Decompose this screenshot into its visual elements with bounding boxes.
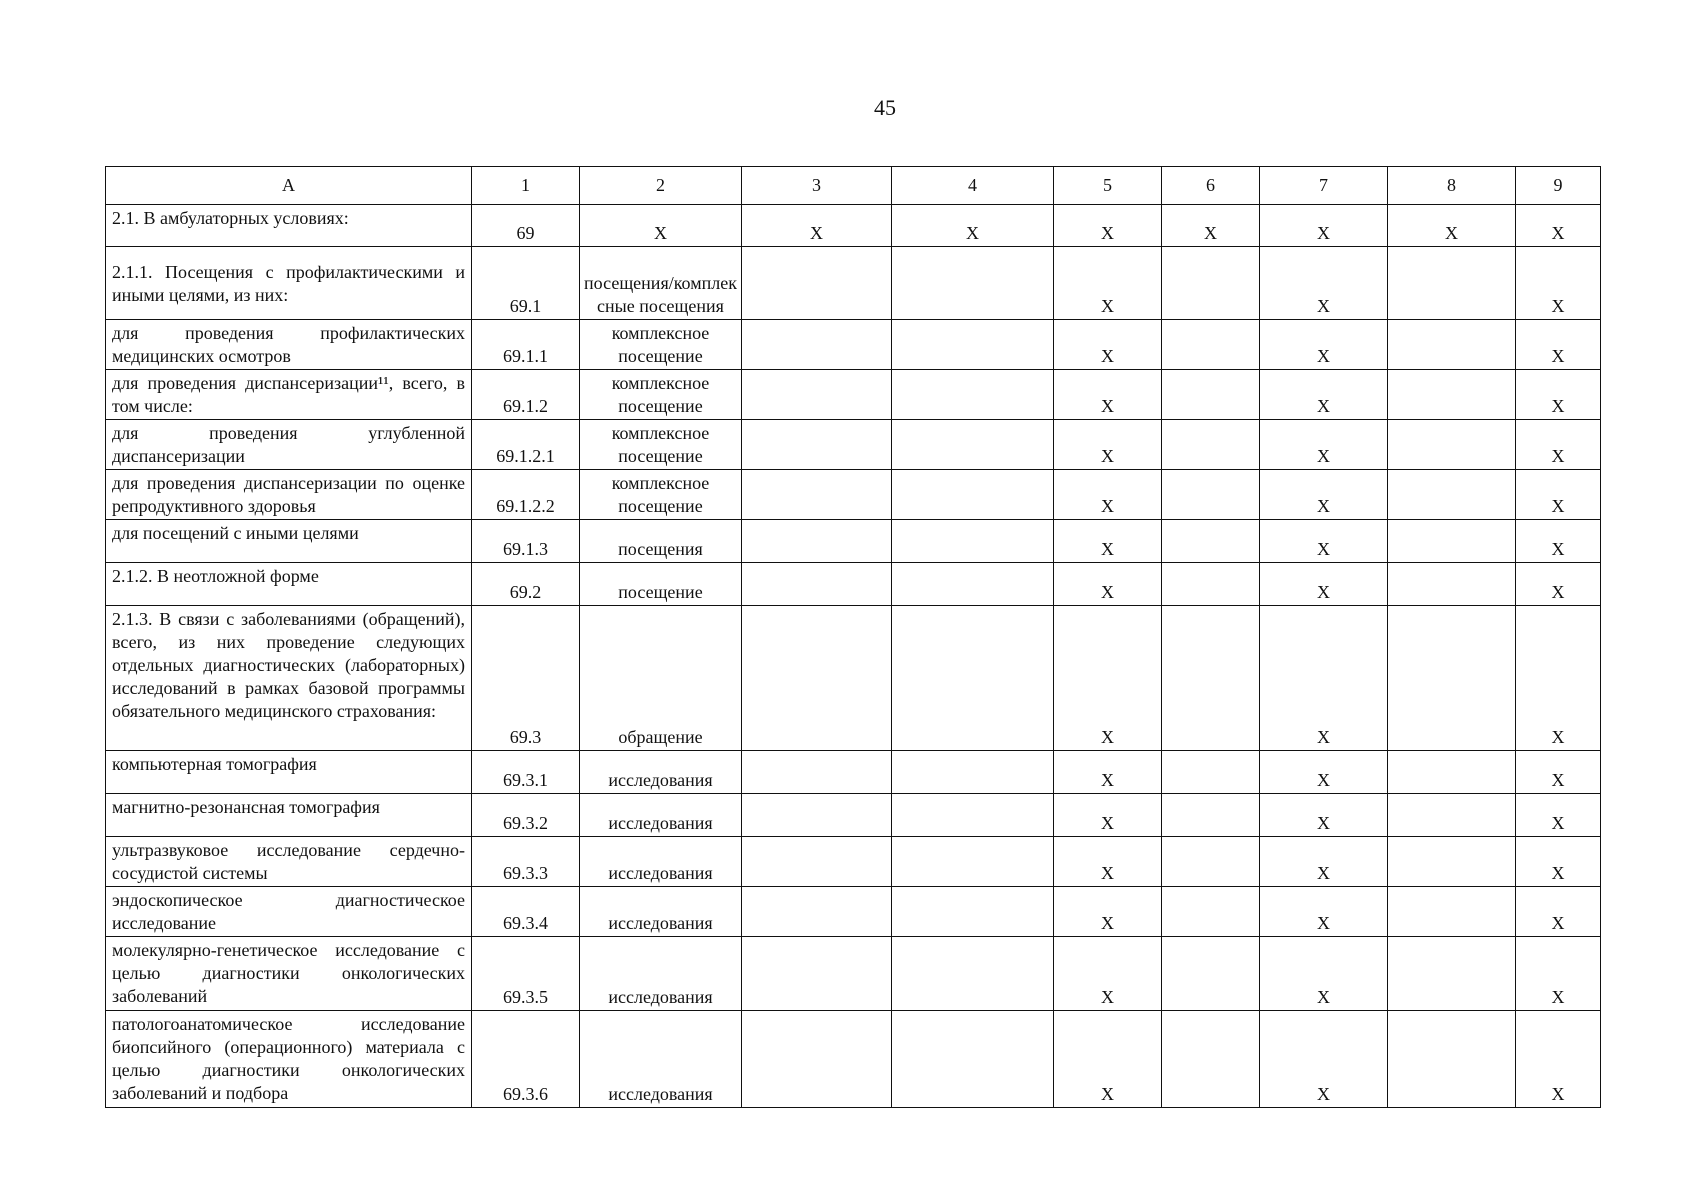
row-cell <box>892 837 1054 887</box>
row-cell: Х <box>1054 470 1162 520</box>
row-cell <box>1162 420 1260 470</box>
row-cell <box>1162 837 1260 887</box>
row-code: 69.1.2.2 <box>472 470 580 520</box>
row-cell <box>1162 937 1260 1011</box>
row-cell <box>1388 937 1516 1011</box>
header-cell: 7 <box>1260 167 1388 205</box>
row-cell <box>1162 563 1260 606</box>
row-cell: Х <box>1260 205 1388 247</box>
row-cell <box>742 937 892 1011</box>
row-cell <box>742 320 892 370</box>
row-code: 69.3.4 <box>472 887 580 937</box>
row-cell: Х <box>1260 606 1388 751</box>
row-cell <box>1162 470 1260 520</box>
row-cell: Х <box>1054 247 1162 320</box>
row-unit: исследования <box>580 937 742 1011</box>
row-cell <box>742 887 892 937</box>
table-row <box>106 887 1601 937</box>
row-code: 69.3.5 <box>472 937 580 1011</box>
row-cell: Х <box>1516 205 1601 247</box>
row-unit: обращение <box>580 606 742 751</box>
row-cell: Х <box>1260 470 1388 520</box>
page-number: 45 <box>874 95 896 120</box>
row-cell: Х <box>1054 751 1162 794</box>
row-name: ультразвуковое исследование сердечно-сосудистой системы <box>106 837 472 887</box>
row-code: 69 <box>472 205 580 247</box>
header-cell: 5 <box>1054 167 1162 205</box>
row-cell: Х <box>1260 751 1388 794</box>
header-cell: 1 <box>472 167 580 205</box>
row-cell <box>892 751 1054 794</box>
data-table <box>105 166 1601 1108</box>
header-cell: 8 <box>1388 167 1516 205</box>
row-code: 69.3 <box>472 606 580 751</box>
row-cell: Х <box>1054 794 1162 837</box>
row-cell <box>1162 1011 1260 1108</box>
header-cell: 9 <box>1516 167 1601 205</box>
row-cell <box>892 247 1054 320</box>
row-cell <box>892 420 1054 470</box>
table-row <box>106 1011 1601 1108</box>
row-cell: Х <box>1260 1011 1388 1108</box>
row-code: 69.1.2 <box>472 370 580 420</box>
row-unit: исследования <box>580 837 742 887</box>
table-row <box>106 563 1601 606</box>
header-cell: А <box>106 167 472 205</box>
row-cell: Х <box>1054 420 1162 470</box>
table-row <box>106 247 1601 320</box>
row-cell <box>1162 794 1260 837</box>
row-cell <box>742 751 892 794</box>
row-cell: Х <box>1516 937 1601 1011</box>
row-cell: Х <box>1260 887 1388 937</box>
row-cell <box>892 937 1054 1011</box>
row-cell: Х <box>1260 794 1388 837</box>
row-cell <box>1162 606 1260 751</box>
row-unit: исследования <box>580 751 742 794</box>
row-cell <box>1162 751 1260 794</box>
row-cell: Х <box>1516 247 1601 320</box>
row-cell <box>892 606 1054 751</box>
row-cell <box>1388 420 1516 470</box>
row-cell: Х <box>1054 887 1162 937</box>
row-cell: Х <box>1516 751 1601 794</box>
row-cell: Х <box>1516 563 1601 606</box>
row-cell: Х <box>1260 563 1388 606</box>
row-cell: Х <box>1516 794 1601 837</box>
row-cell <box>892 794 1054 837</box>
row-code: 69.3.3 <box>472 837 580 887</box>
row-cell <box>1388 470 1516 520</box>
row-unit: комплексное посещение <box>580 370 742 420</box>
row-cell <box>1388 320 1516 370</box>
row-cell <box>1388 247 1516 320</box>
row-cell <box>1388 370 1516 420</box>
row-cell: Х <box>1516 470 1601 520</box>
table-row <box>106 470 1601 520</box>
row-cell <box>1388 751 1516 794</box>
row-cell: Х <box>1162 205 1260 247</box>
row-name: компьютерная томография <box>106 751 472 794</box>
row-cell <box>1162 520 1260 563</box>
row-cell: Х <box>1260 420 1388 470</box>
row-cell: Х <box>1516 420 1601 470</box>
row-cell <box>892 370 1054 420</box>
row-cell <box>1162 320 1260 370</box>
row-cell: Х <box>1054 837 1162 887</box>
row-cell: Х <box>1516 370 1601 420</box>
row-cell: Х <box>1516 1011 1601 1108</box>
table-row <box>106 320 1601 370</box>
table-row <box>106 420 1601 470</box>
header-cell: 4 <box>892 167 1054 205</box>
table-row <box>106 370 1601 420</box>
row-cell <box>1388 794 1516 837</box>
row-code: 69.2 <box>472 563 580 606</box>
header-cell: 3 <box>742 167 892 205</box>
header-cell: 6 <box>1162 167 1260 205</box>
row-name: для посещений с иными целями <box>106 520 472 563</box>
row-name: 2.1.3. В связи с заболеваниями (обращений), всего, из них проведение следующих отдельных диагностических (лабораторных) исследований в рамках базовой программы обязательного медицинского страхования: <box>106 606 472 751</box>
row-cell <box>1162 887 1260 937</box>
row-code: 69.1.1 <box>472 320 580 370</box>
row-unit: исследования <box>580 1011 742 1108</box>
row-code: 69.1.2.1 <box>472 420 580 470</box>
row-cell <box>1388 606 1516 751</box>
row-cell <box>892 1011 1054 1108</box>
row-unit: Х <box>580 205 742 247</box>
row-cell <box>742 247 892 320</box>
row-cell: Х <box>742 205 892 247</box>
row-code: 69.1 <box>472 247 580 320</box>
row-cell: Х <box>1260 520 1388 563</box>
row-cell: Х <box>1516 320 1601 370</box>
row-name: магнитно-резонансная томография <box>106 794 472 837</box>
table-row <box>106 606 1601 751</box>
row-name: патологоанатомическое исследование биопсийного (операционного) материала с целью диагностики онкологических заболеваний и подбора <box>106 1011 472 1108</box>
row-cell: Х <box>1054 1011 1162 1108</box>
row-unit: посещения <box>580 520 742 563</box>
row-name: 2.1. В амбулаторных условиях: <box>106 205 472 247</box>
row-name: эндоскопическое диагностическое исследование <box>106 887 472 937</box>
row-cell <box>742 606 892 751</box>
row-cell: Х <box>1054 563 1162 606</box>
row-cell <box>1388 563 1516 606</box>
table-row <box>106 794 1601 837</box>
row-name: для проведения углубленной диспансеризации <box>106 420 472 470</box>
row-unit: посещения/комплексные посещения <box>580 247 742 320</box>
row-code: 69.1.3 <box>472 520 580 563</box>
row-unit: исследования <box>580 887 742 937</box>
row-cell: Х <box>1388 205 1516 247</box>
table-row <box>106 520 1601 563</box>
row-name: для проведения диспансеризации¹¹, всего, в том числе: <box>106 370 472 420</box>
row-name: для проведения диспансеризации по оценке репродуктивного здоровья <box>106 470 472 520</box>
row-cell <box>742 563 892 606</box>
row-cell <box>742 470 892 520</box>
row-cell <box>742 420 892 470</box>
row-cell: Х <box>1260 247 1388 320</box>
row-name: 2.1.1. Посещения с профилактическими и иными целями, из них: <box>106 247 472 320</box>
row-cell <box>742 370 892 420</box>
row-cell <box>892 470 1054 520</box>
table-row <box>106 751 1601 794</box>
row-cell: Х <box>1054 606 1162 751</box>
row-cell <box>1388 887 1516 937</box>
header-row <box>106 167 1601 205</box>
row-cell: Х <box>1054 937 1162 1011</box>
row-cell: Х <box>1054 520 1162 563</box>
row-name: молекулярно-генетическое исследование с целью диагностики онкологических заболеваний <box>106 937 472 1011</box>
header-cell: 2 <box>580 167 742 205</box>
row-cell <box>742 837 892 887</box>
row-cell <box>892 887 1054 937</box>
row-cell <box>742 520 892 563</box>
row-cell <box>742 1011 892 1108</box>
row-cell: Х <box>1260 837 1388 887</box>
table-row <box>106 837 1601 887</box>
row-code: 69.3.1 <box>472 751 580 794</box>
row-cell <box>892 320 1054 370</box>
row-cell: Х <box>1054 205 1162 247</box>
row-cell <box>1162 247 1260 320</box>
row-unit: комплексное посещение <box>580 320 742 370</box>
table-row <box>106 205 1601 247</box>
row-name: 2.1.2. В неотложной форме <box>106 563 472 606</box>
row-cell: Х <box>1054 370 1162 420</box>
row-cell: Х <box>1260 937 1388 1011</box>
row-cell: Х <box>1516 887 1601 937</box>
row-cell: Х <box>1516 520 1601 563</box>
row-code: 69.3.6 <box>472 1011 580 1108</box>
row-cell <box>1388 1011 1516 1108</box>
row-cell: Х <box>1516 606 1601 751</box>
row-cell: Х <box>1260 320 1388 370</box>
row-cell: Х <box>1260 370 1388 420</box>
row-cell: Х <box>1516 837 1601 887</box>
row-cell: Х <box>1054 320 1162 370</box>
row-cell <box>892 563 1054 606</box>
row-cell <box>1388 837 1516 887</box>
row-unit: посещение <box>580 563 742 606</box>
table-row <box>106 937 1601 1011</box>
row-name: для проведения профилактических медицинских осмотров <box>106 320 472 370</box>
row-code: 69.3.2 <box>472 794 580 837</box>
row-cell: Х <box>892 205 1054 247</box>
row-unit: комплексное посещение <box>580 420 742 470</box>
row-unit: исследования <box>580 794 742 837</box>
row-cell <box>1162 370 1260 420</box>
row-unit: комплексное посещение <box>580 470 742 520</box>
row-cell <box>892 520 1054 563</box>
row-cell <box>1388 520 1516 563</box>
row-cell <box>742 794 892 837</box>
